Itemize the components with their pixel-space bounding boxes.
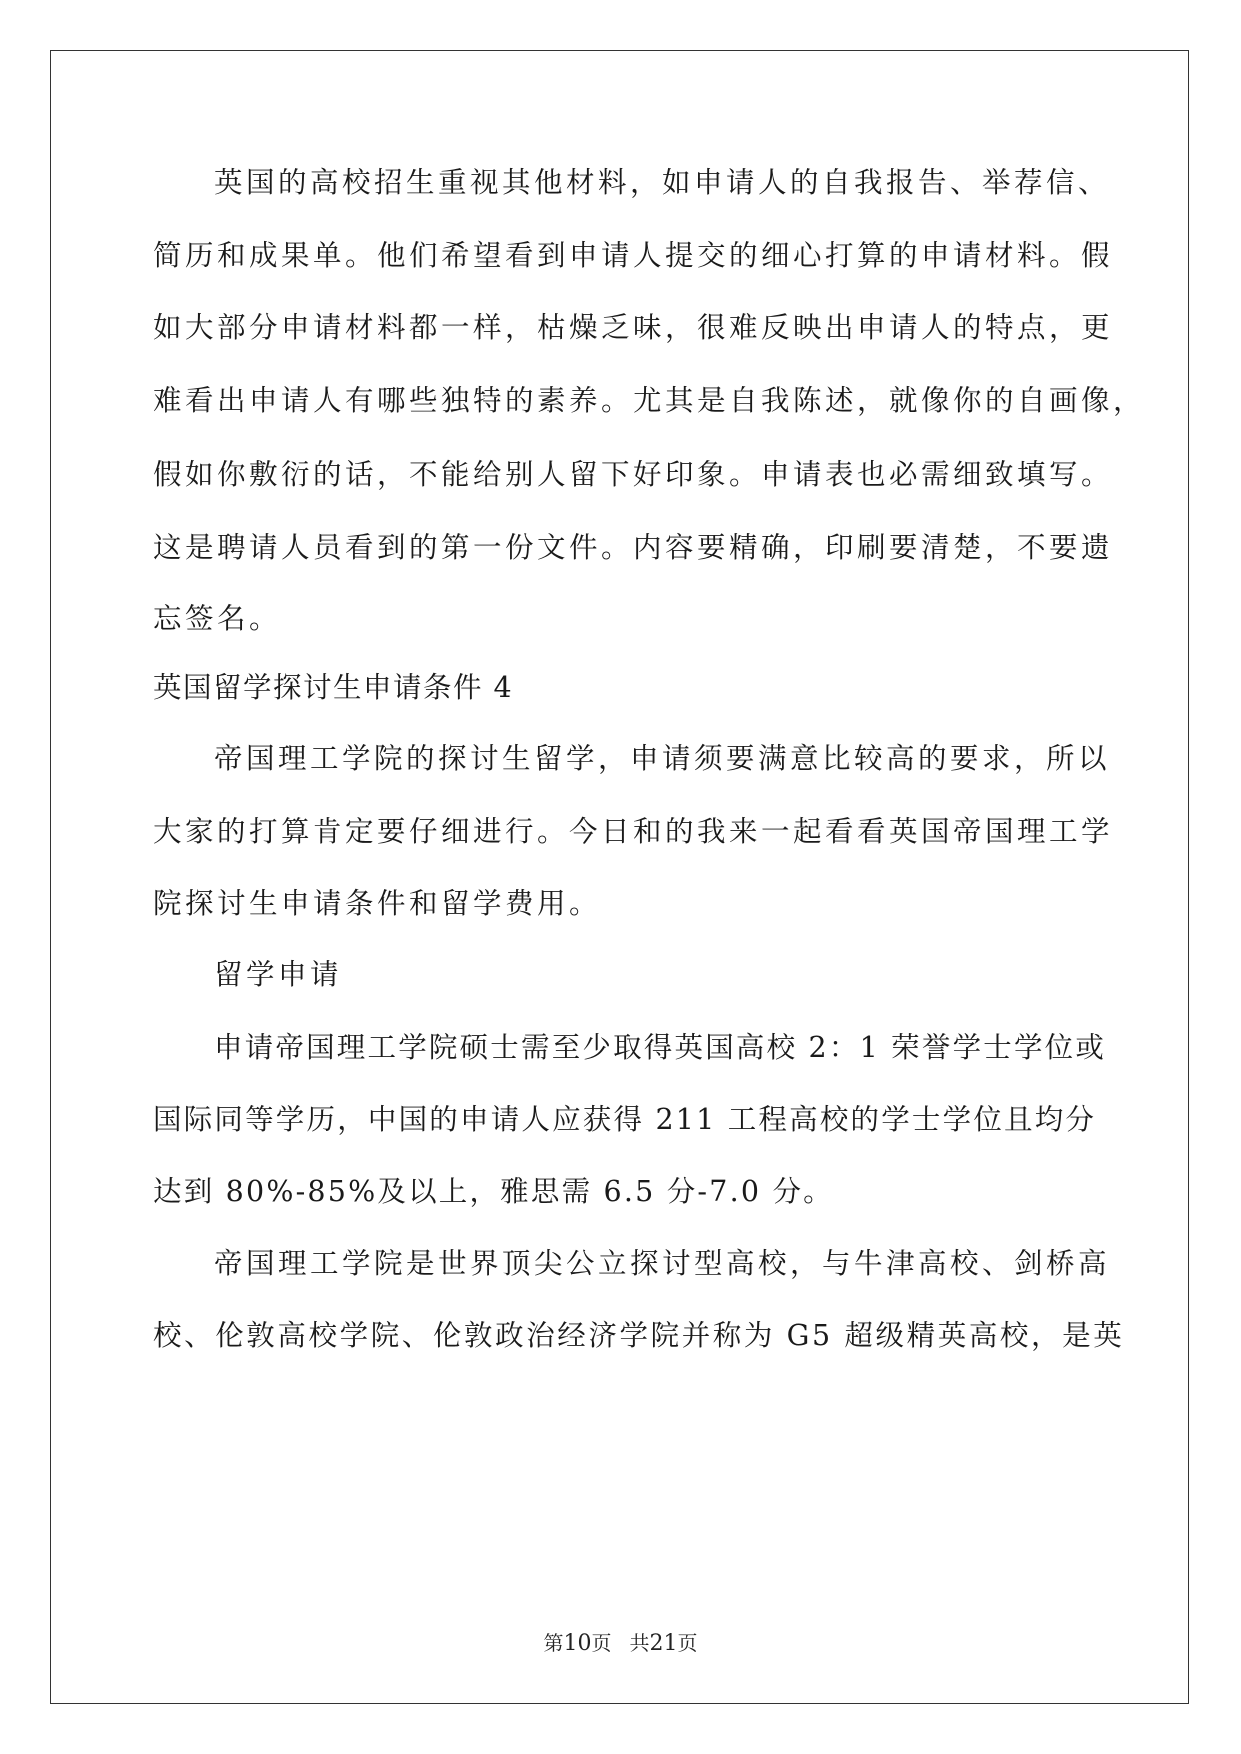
footer-page-word: 页 [591, 1631, 612, 1655]
paragraph-line: 校、伦敦高校学院、伦敦政治经济学院并称为 G5 超级精英高校，是英 [153, 1319, 1125, 1352]
current-page-number: 10 [563, 1631, 592, 1656]
page-border [50, 50, 1189, 1704]
total-pages-number: 21 [649, 1631, 678, 1656]
footer-total-prefix: 共 [629, 1631, 650, 1655]
footer-prefix: 第 [543, 1631, 564, 1655]
paragraph-line: 大家的打算肯定要仔细进行。今日和的我来一起看看英国帝国理工学 [153, 815, 1114, 848]
paragraph-line: 英国的高校招生重视其他材料，如申请人的自我报告、举荐信、 [214, 166, 1111, 199]
paragraph-line: 院探讨生申请条件和留学费用。 [153, 887, 602, 920]
paragraph-line: 这是聘请人员看到的第一份文件。内容要精确，印刷要清楚，不要遗 [153, 531, 1114, 564]
page-footer [0, 1627, 1241, 1656]
paragraph-line: 简历和成果单。他们希望看到申请人提交的细心打算的申请材料。假 [153, 239, 1114, 272]
paragraph-line: 帝国理工学院的探讨生留学，申请须要满意比较高的要求，所以 [214, 742, 1111, 775]
paragraph-line: 国际同等学历，中国的申请人应获得 211 工程高校的学士学位且均分 [153, 1103, 1097, 1136]
paragraph-line: 达到 80%-85%及以上，雅思需 6.5 分-7.0 分。 [153, 1175, 834, 1208]
section-heading: 英国留学探讨生申请条件 4 [153, 671, 514, 704]
paragraph-line: 如大部分申请材料都一样，枯燥乏味，很难反映出申请人的特点，更 [153, 311, 1114, 344]
paragraph-line: 难看出申请人有哪些独特的素养。尤其是自我陈述，就像你的自画像， [153, 384, 1146, 417]
footer-total-suffix: 页 [677, 1631, 698, 1655]
paragraph-line: 忘签名。 [153, 602, 282, 635]
subheading: 留学申请 [214, 958, 343, 991]
paragraph-line: 帝国理工学院是世界顶尖公立探讨型高校，与牛津高校、剑桥高 [214, 1247, 1111, 1280]
paragraph-line: 假如你敷衍的话，不能给别人留下好印象。申请表也必需细致填写。 [153, 458, 1114, 491]
paragraph-line: 申请帝国理工学院硕士需至少取得英国高校 2：1 荣誉学士学位或 [214, 1031, 1107, 1064]
